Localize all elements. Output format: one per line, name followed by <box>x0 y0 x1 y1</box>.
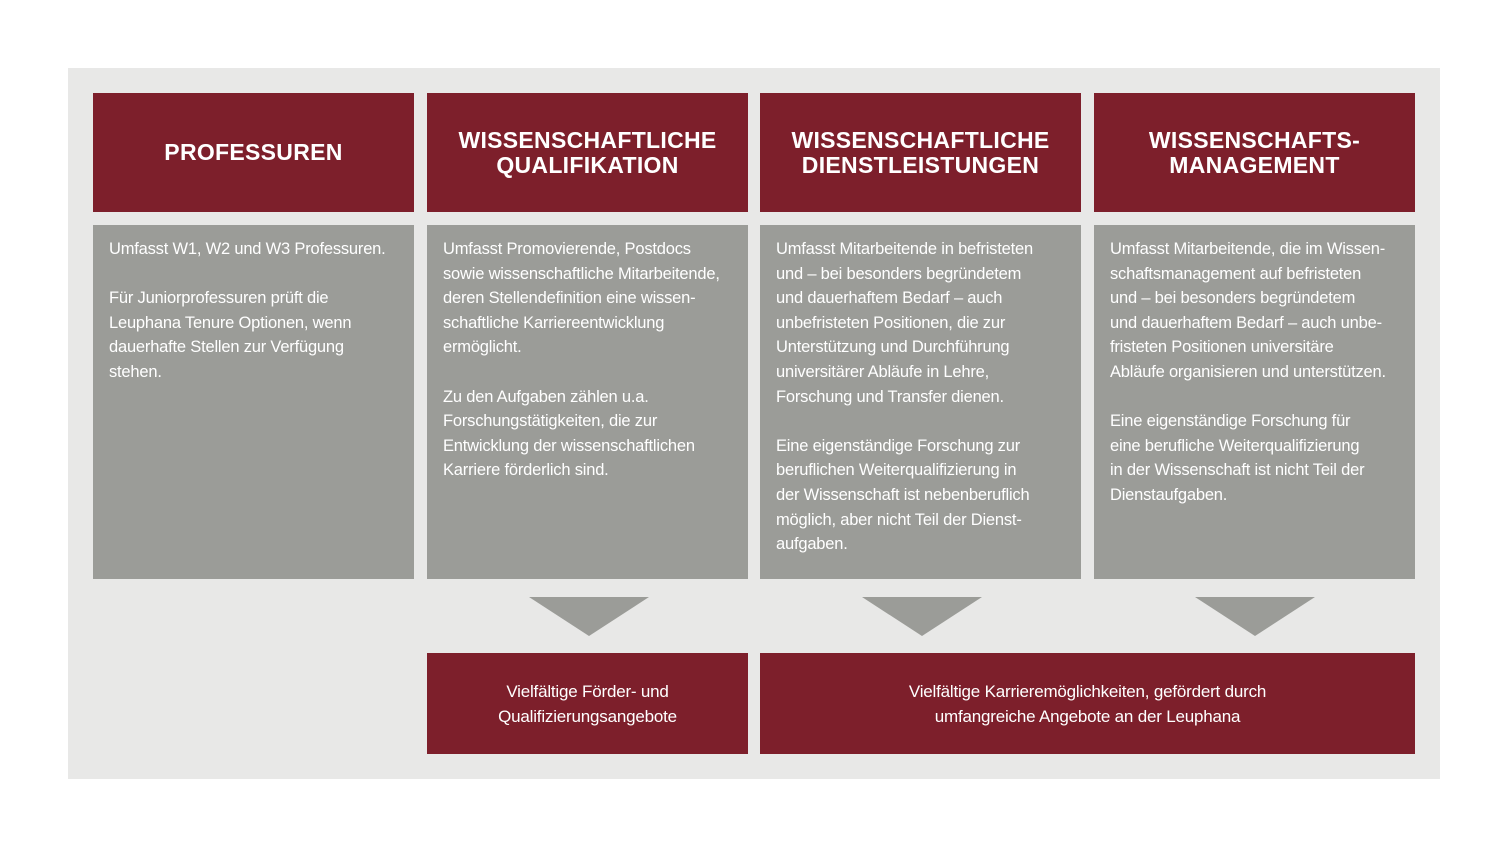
down-arrow-management <box>1195 597 1315 636</box>
column-header-wissenschaftsmanagement: WISSENSCHAFTS- MANAGEMENT <box>1094 93 1415 212</box>
down-arrow-dienstleistungen <box>862 597 982 636</box>
column-body-wissenschaftliche-dienstleistungen: Umfasst Mitarbeitende in befristeten und – bei besonders begründetem und dauerhaftem Bedarf – auch unbefristeten Positionen, die zur Unterstützung und Durchführung universitärer Abläufe in Lehre, Forschung und Transfer dienen. Eine eigenständige Forschung zur beruflichen Weiterqualifizierung in der Wissenschaft ist nebenberuflich möglich, aber nicht Teil der Dienst- aufgaben. <box>760 225 1081 579</box>
column-body-wissenschaftsmanagement: Umfasst Mitarbeitende, die im Wissen- schaftsmanagement auf befristeten und – bei besonders begründetem und dauerhaftem Bedarf – auch unbe- fristeten Positionen universitäre Abläufe organisieren und unterstützen. Eine eigenständige Forschung für eine berufliche Weiterqualifizierung in der Wissenschaft ist nicht Teil der Dienstaufgaben. <box>1094 225 1415 579</box>
outcome-foerderangebote: Vielfältige Förder- und Qualifizierungsangebote <box>427 653 748 754</box>
column-header-wissenschaftliche-dienstleistungen: WISSENSCHAFTLICHE DIENSTLEISTUNGEN <box>760 93 1081 212</box>
outcome-karrieremoeglichkeiten: Vielfältige Karrieremöglichkeiten, gefördert durch umfangreiche Angebote an der Leuphana <box>760 653 1415 754</box>
column-header-wissenschaftliche-qualifikation: WISSENSCHAFTLICHE QUALIFIKATION <box>427 93 748 212</box>
down-arrow-qualifikation <box>529 597 649 636</box>
column-body-wissenschaftliche-qualifikation: Umfasst Promovierende, Postdocs sowie wissenschaftliche Mitarbeitende, deren Stellendefinition eine wissen- schaftliche Karriereentwicklung ermöglicht. Zu den Aufgaben zählen u.a. Forschungstätigkeiten, die zur Entwicklung der wissenschaftlichen Karriere förderlich sind. <box>427 225 748 579</box>
column-body-professuren: Umfasst W1, W2 und W3 Professuren. Für Juniorprofessuren prüft die Leuphana Tenure Optionen, wenn dauerhafte Stellen zur Verfügung stehen. <box>93 225 414 579</box>
column-header-professuren: PROFESSUREN <box>93 93 414 212</box>
